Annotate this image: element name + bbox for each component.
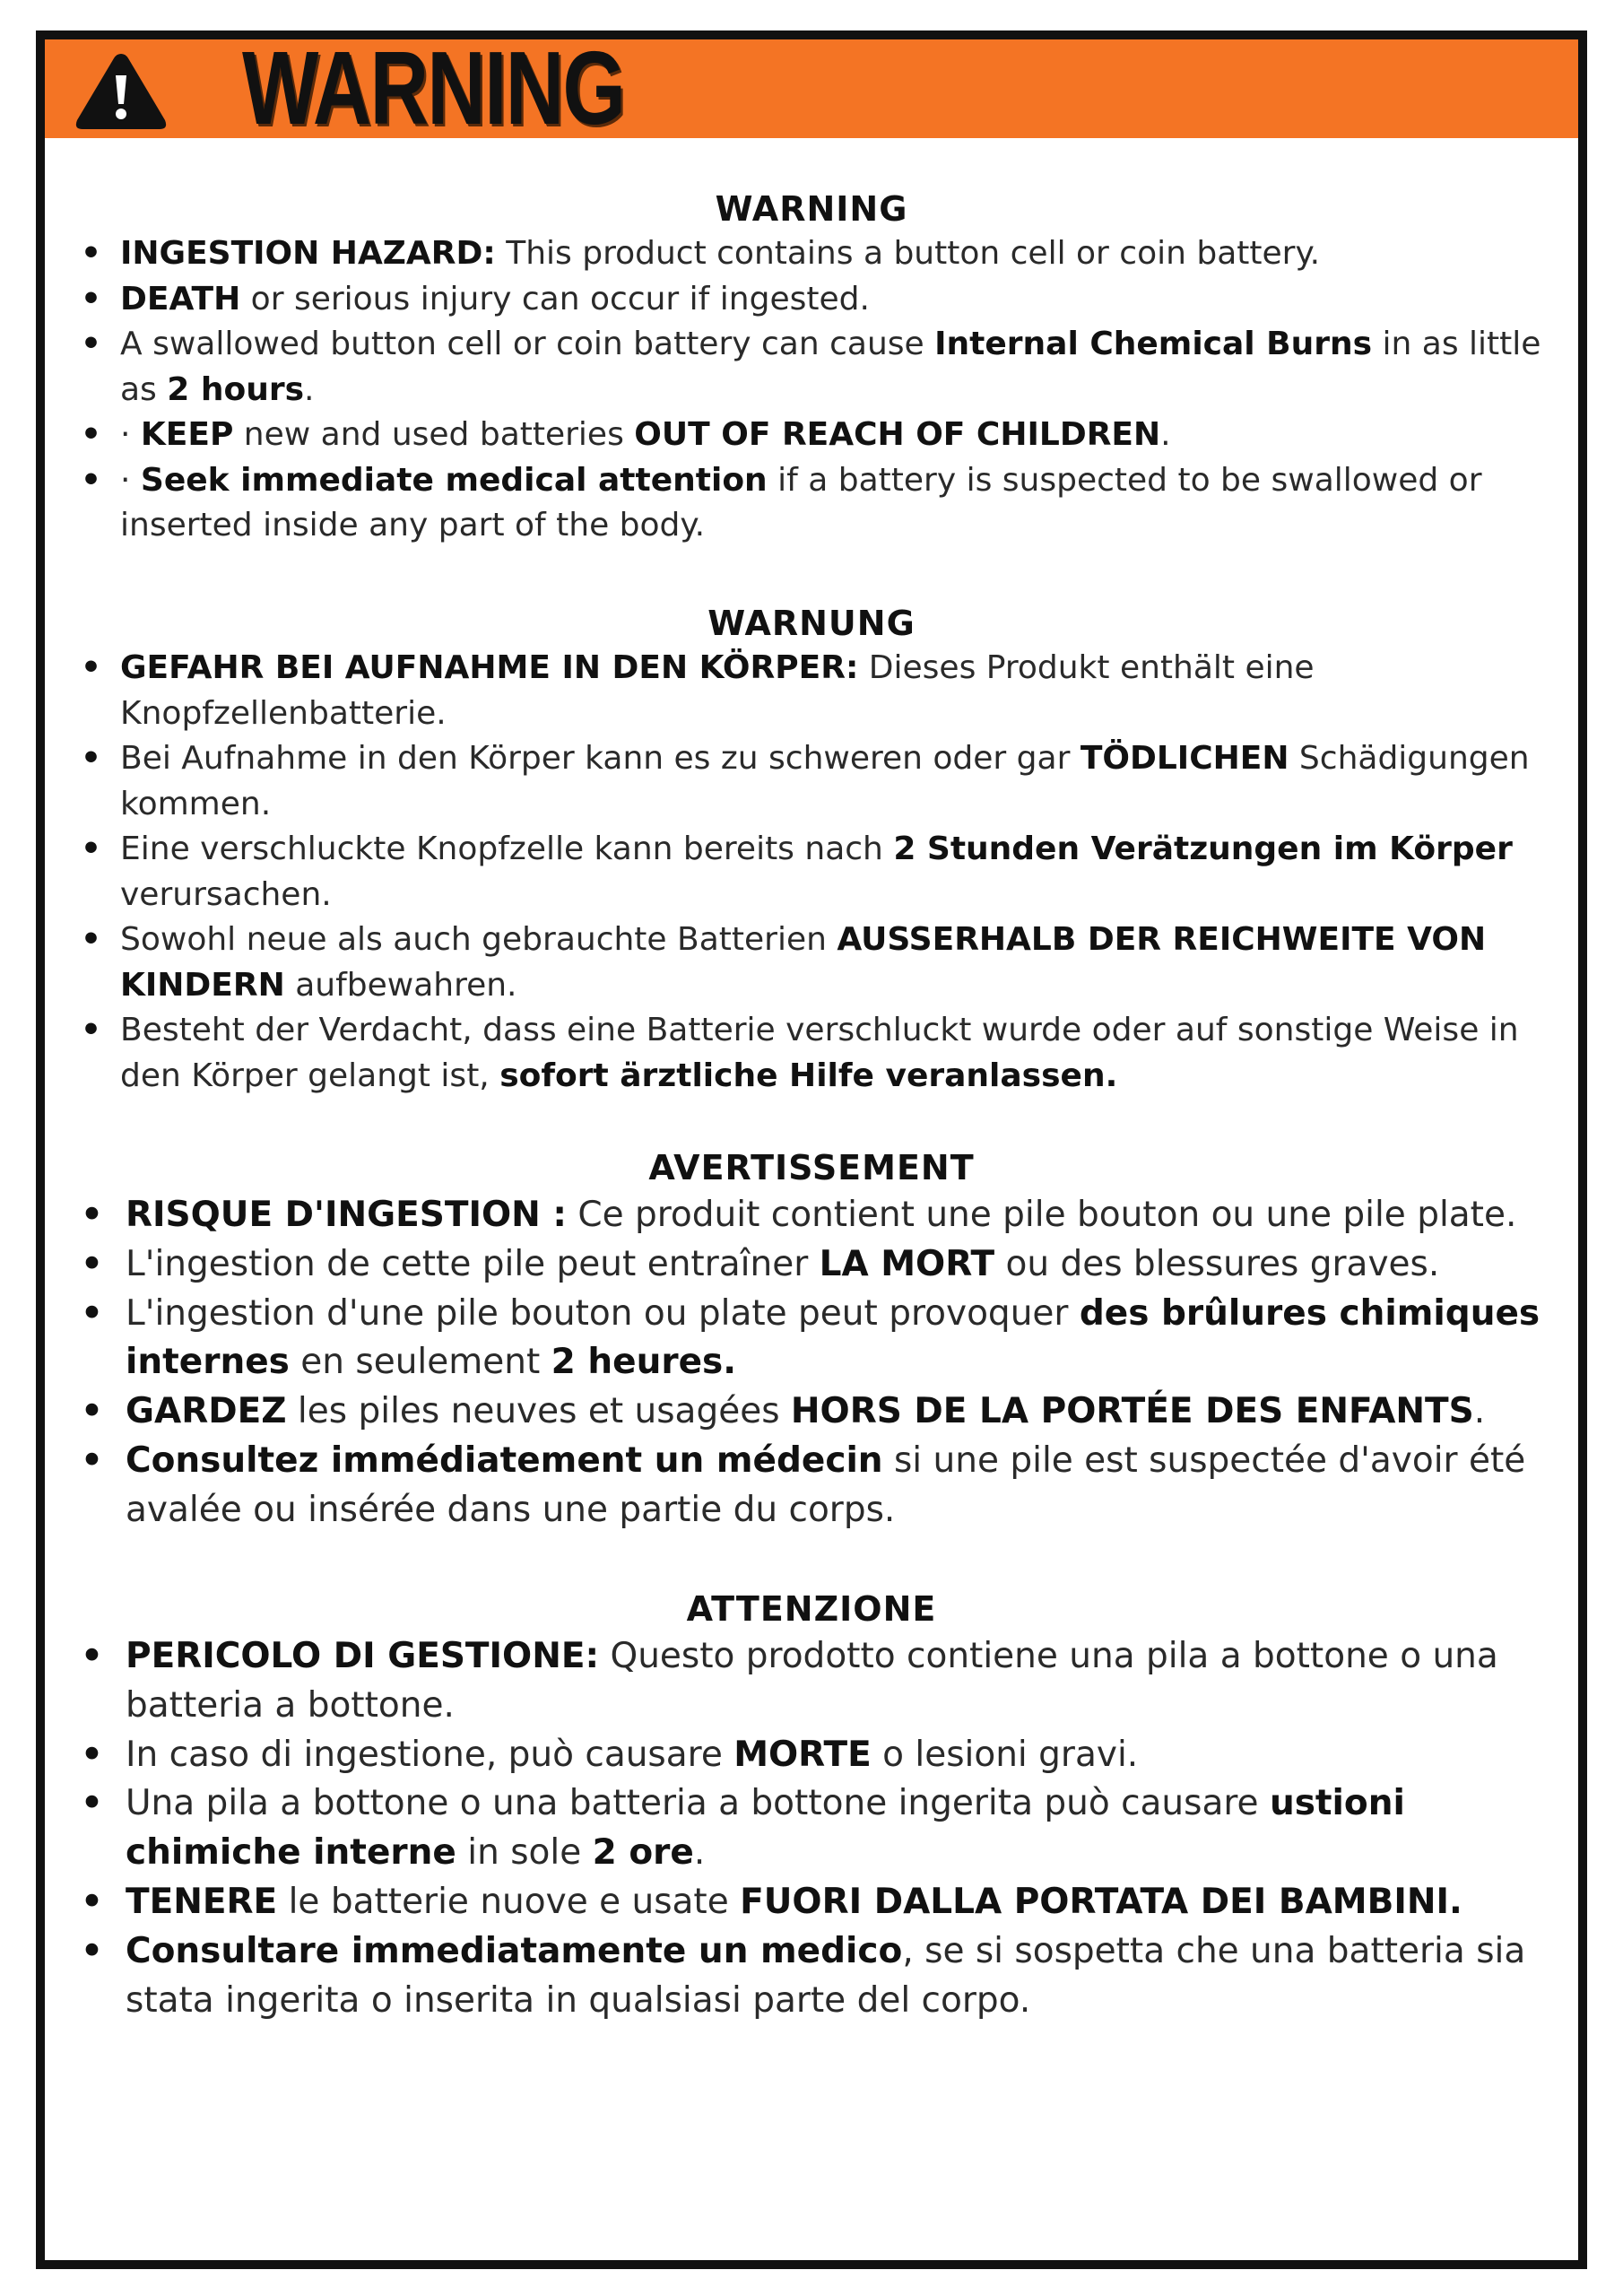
section-heading: WARNUNG	[707, 604, 916, 643]
list-item: • Bei Aufnahme in den Körper kann es zu schweren oder gar TÖDLICHEN Schädigungen kommen.	[120, 736, 1557, 827]
list-item: • Besteht der Verdacht, dass eine Batterie verschluckt wurde oder auf sonstige Weise in den Körper gelangt ist, sofort ärztliche Hilfe veranlassen.	[120, 1008, 1557, 1099]
list-item: • Consultez immédiatement un médecin si une pile est suspectée d'avoir été avalée ou insérée dans une partie du corps.	[126, 1437, 1562, 1535]
section-italian	[45, 1586, 1578, 2025]
list-item: • L'ingestion de cette pile peut entraîner LA MORT ou des blessures graves.	[126, 1240, 1562, 1290]
warning-label-frame	[36, 30, 1587, 2269]
section-english	[45, 187, 1578, 549]
list-item: • Una pila a bottone o una batteria a bottone ingerita può causare ustioni chimiche interne in sole 2 ore.	[126, 1779, 1562, 1878]
warning-triangle-icon	[72, 48, 170, 135]
warning-banner	[45, 30, 1578, 146]
list-item: • · Seek immediate medical attention if a battery is suspected to be swallowed or inserted inside any part of the body.	[120, 458, 1557, 549]
section-french	[45, 1144, 1578, 1535]
list-item: • INGESTION HAZARD: This product contains a button cell or coin battery.	[120, 231, 1557, 277]
section-german	[45, 601, 1578, 1099]
section-heading: AVERTISSEMENT	[648, 1148, 975, 1187]
banner-title: WARNING	[242, 30, 625, 146]
list-item: • L'ingestion d'une pile bouton ou plate peut provoquer des brûlures chimiques internes en seulement 2 heures.	[126, 1290, 1562, 1388]
list-item: • · KEEP new and used batteries OUT OF REACH OF CHILDREN.	[120, 413, 1557, 458]
list-item: • PERICOLO DI GESTIONE: Questo prodotto contiene una pila a bottone o una batteria a bottone.	[126, 1632, 1562, 1731]
warning-list	[126, 1632, 1562, 2025]
list-item: • DEATH or serious injury can occur if ingested.	[120, 277, 1557, 323]
list-item: • In caso di ingestione, può causare MORTE o lesioni gravi.	[126, 1731, 1562, 1780]
list-item: • GARDEZ les piles neuves et usagées HORS DE LA PORTÉE DES ENFANTS.	[126, 1387, 1562, 1437]
list-item: • RISQUE D'INGESTION : Ce produit contient une pile bouton ou une pile plate.	[126, 1191, 1562, 1240]
list-item: • Consultare immediatamente un medico, se si sospetta che una batteria sia stata ingerita o inserita in qualsiasi parte del corpo.	[126, 1927, 1562, 2026]
list-item: • TENERE le batterie nuove e usate FUORI DALLA PORTATA DEI BAMBINI.	[126, 1878, 1562, 1927]
warning-list	[120, 646, 1557, 1099]
warning-list	[126, 1191, 1562, 1535]
warning-list	[120, 231, 1557, 549]
list-item: • Sowohl neue als auch gebrauchte Batterien AUSSERHALB DER REICHWEITE VON KINDERN aufbewahren.	[120, 918, 1557, 1008]
list-item: • GEFAHR BEI AUFNAHME IN DEN KÖRPER: Dieses Produkt enthält eine Knopfzellenbatterie.	[120, 646, 1557, 736]
section-heading: WARNING	[715, 189, 908, 229]
list-item: • Eine verschluckte Knopfzelle kann bereits nach 2 Stunden Verätzungen im Körper verursachen.	[120, 827, 1557, 918]
list-item: • A swallowed button cell or coin battery can cause Internal Chemical Burns in as little as 2 hours.	[120, 322, 1557, 413]
section-heading: ATTENZIONE	[686, 1589, 937, 1629]
